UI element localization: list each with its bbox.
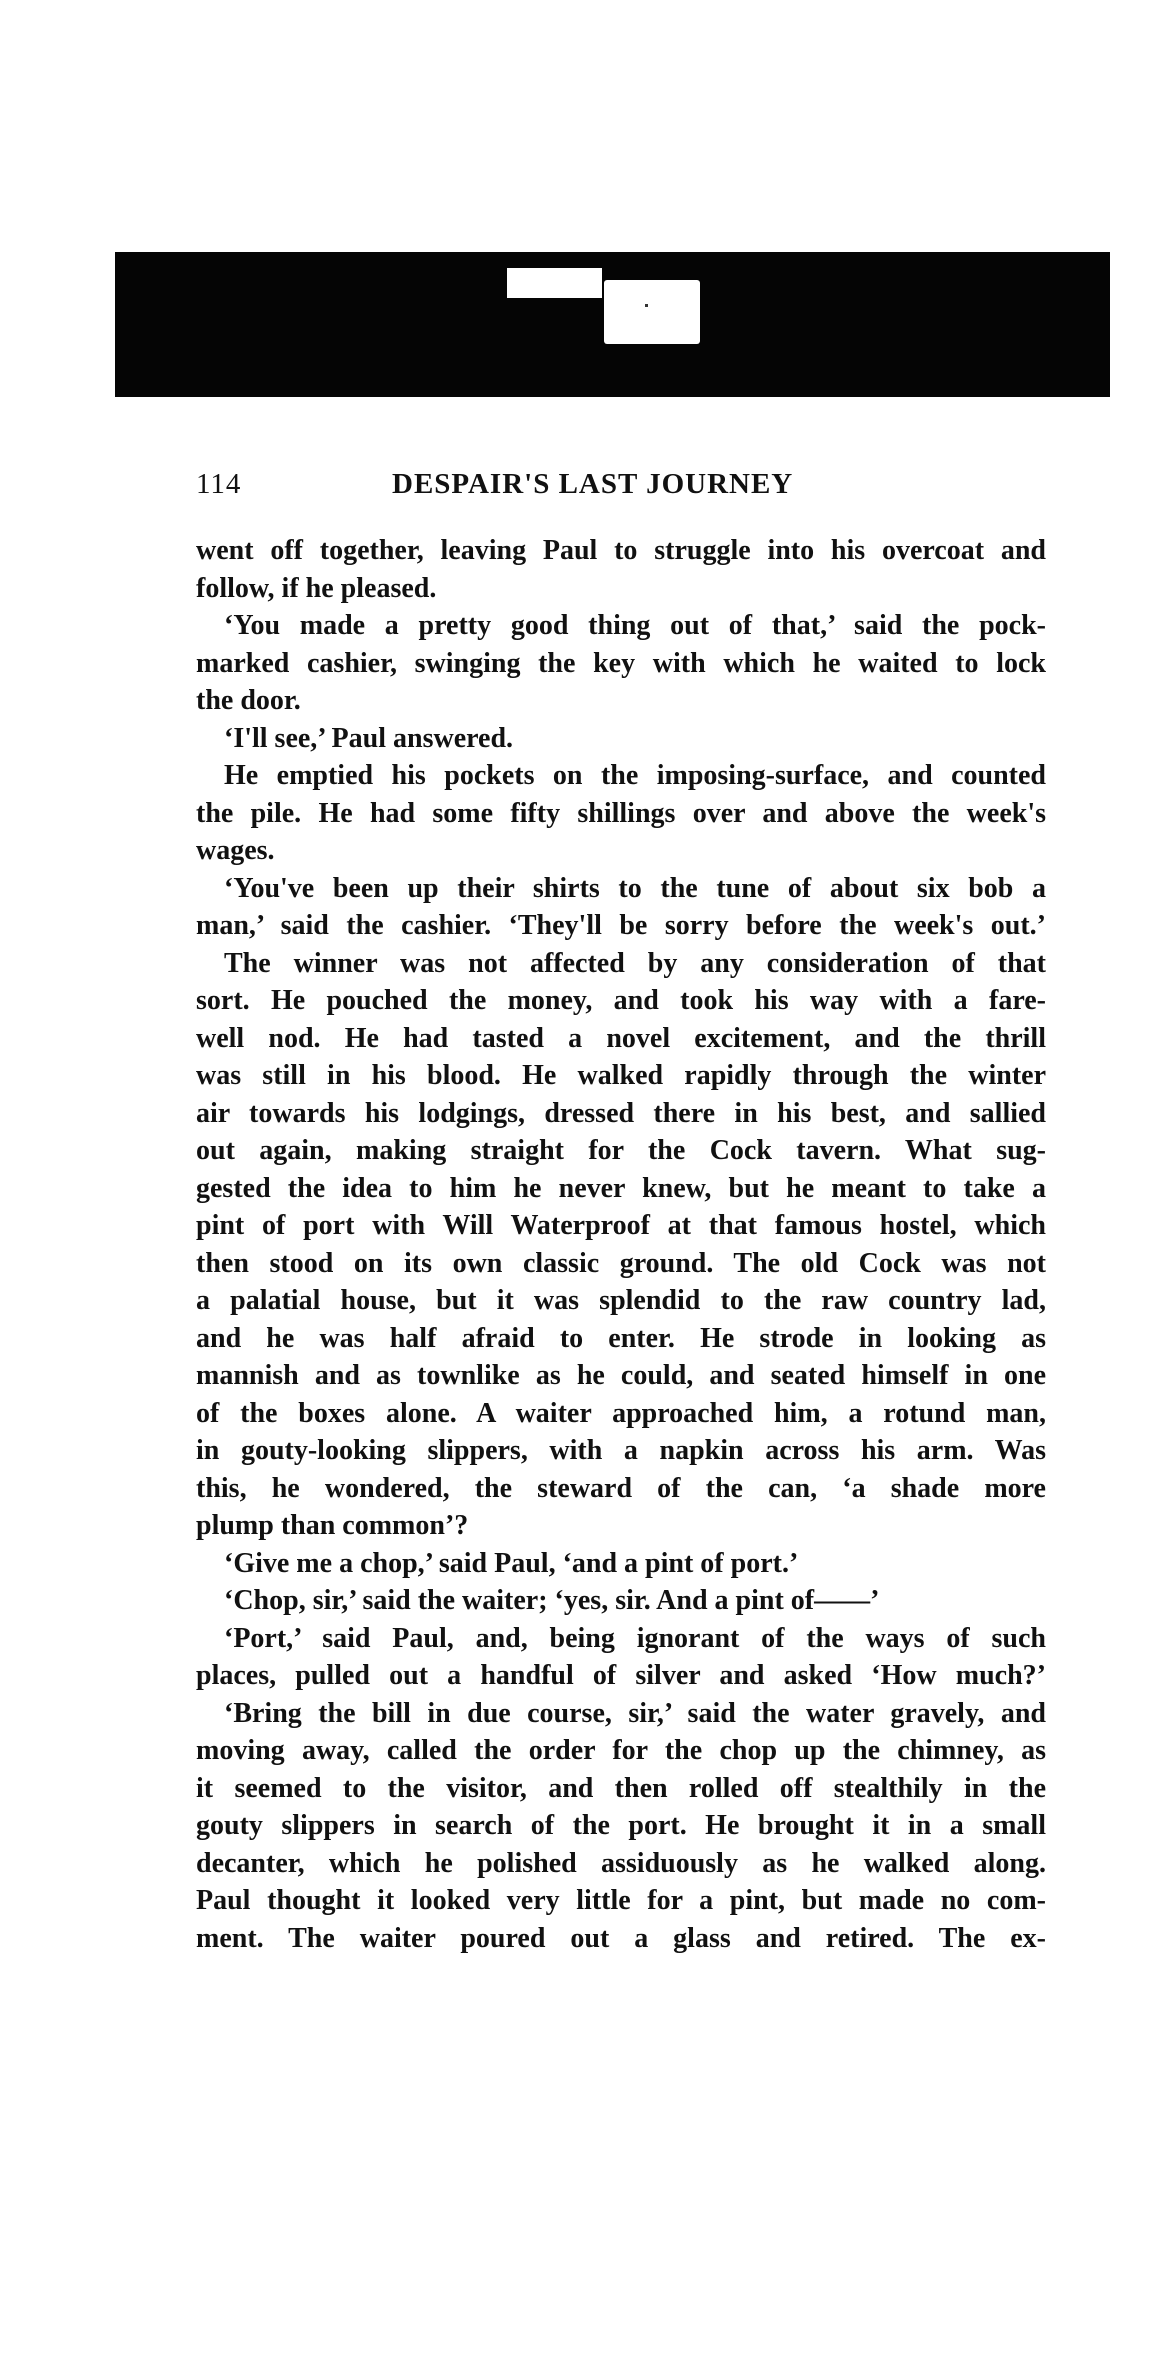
text-line: was still in his blood. He walked rapidly through the winter [196, 1060, 1046, 1091]
text-line: ‘Port,’ said Paul, and, being ignorant of the ways of such [224, 1622, 1046, 1654]
text-line: mannish and as townlike as he could, and seated himself in one [196, 1360, 1046, 1391]
text-line: places, pulled out a handful of silver and asked ‘How much?’ [196, 1660, 1046, 1691]
text-line: of the boxes alone. A waiter approached him, a rotund man, [196, 1397, 1046, 1429]
body-text [196, 532, 1046, 1957]
text-line: pint of port with Will Waterproof at that famous hostel, which [196, 1210, 1046, 1241]
text-line: air towards his lodgings, dressed there in his best, and sallied [196, 1097, 1046, 1129]
text-line: and he was half afraid to enter. He strode in looking as [196, 1322, 1046, 1354]
text-line: well nod. He had tasted a novel excitement, and the thrill [196, 1022, 1046, 1054]
running-header [196, 468, 946, 508]
text-line: decanter, which he polished assiduously as he walked along. [196, 1847, 1046, 1879]
text-line: Paul thought it looked very little for a pint, but made no com- [196, 1885, 1046, 1916]
text-line: marked cashier, swinging the key with which he waited to lock [196, 647, 1046, 679]
text-line: plump than common’? [196, 1510, 469, 1541]
text-line: ‘Chop, sir,’ said the waiter; ‘yes, sir. And a pint of——’ [224, 1585, 880, 1616]
text-line: ‘I'll see,’ Paul answered. [224, 722, 514, 754]
band-speck [645, 304, 648, 307]
text-line: He emptied his pockets on the imposing-surface, and counted [224, 760, 1046, 791]
text-line: follow, if he pleased. [196, 572, 437, 604]
text-line: out again, making straight for the Cock tavern. What sug- [196, 1135, 1046, 1166]
text-line: a palatial house, but it was splendid to the raw country lad, [196, 1285, 1046, 1316]
text-line: ‘Give me a chop,’ said Paul, ‘and a pint of port.’ [224, 1547, 799, 1579]
text-line: the door. [196, 685, 301, 716]
text-line: the pile. He had some fifty shillings over and above the week's [196, 797, 1046, 829]
text-line: moving away, called the order for the chop up the chimney, as [196, 1735, 1046, 1766]
text-line: in gouty-looking slippers, with a napkin across his arm. Was [196, 1435, 1046, 1466]
text-line: ‘Bring the bill in due course, sir,’ said the water gravely, and [224, 1697, 1046, 1729]
text-line: gested the idea to him he never knew, but he meant to take a [196, 1172, 1046, 1204]
text-line: The winner was not affected by any consideration of that [224, 947, 1046, 979]
text-line: sort. He pouched the money, and took his way with a fare- [196, 985, 1046, 1016]
text-line: ‘You've been up their shirts to the tune of about six bob a [224, 872, 1046, 904]
text-line: wages. [196, 835, 275, 866]
band-notch [507, 268, 602, 298]
page-number: 114 [196, 468, 242, 500]
text-line: man,’ said the cashier. ‘They'll be sorry before the week's out.’ [196, 910, 1046, 941]
text-line: it seemed to the visitor, and then rolled off stealthily in the [196, 1772, 1046, 1804]
text-line: ment. The waiter poured out a glass and retired. The ex- [196, 1922, 1046, 1954]
text-line: this, he wondered, the steward of the can, ‘a shade more [196, 1472, 1046, 1504]
text-line: ‘You made a pretty good thing out of that,’ said the pock- [224, 610, 1046, 641]
text-line: then stood on its own classic ground. The old Cock was not [196, 1247, 1046, 1279]
text-line: went off together, leaving Paul to struggle into his overcoat and [196, 535, 1046, 566]
text-line: gouty slippers in search of the port. He brought it in a small [196, 1810, 1046, 1841]
band-blank-box [604, 280, 700, 344]
running-title: DESPAIR'S LAST JOURNEY [392, 468, 794, 500]
